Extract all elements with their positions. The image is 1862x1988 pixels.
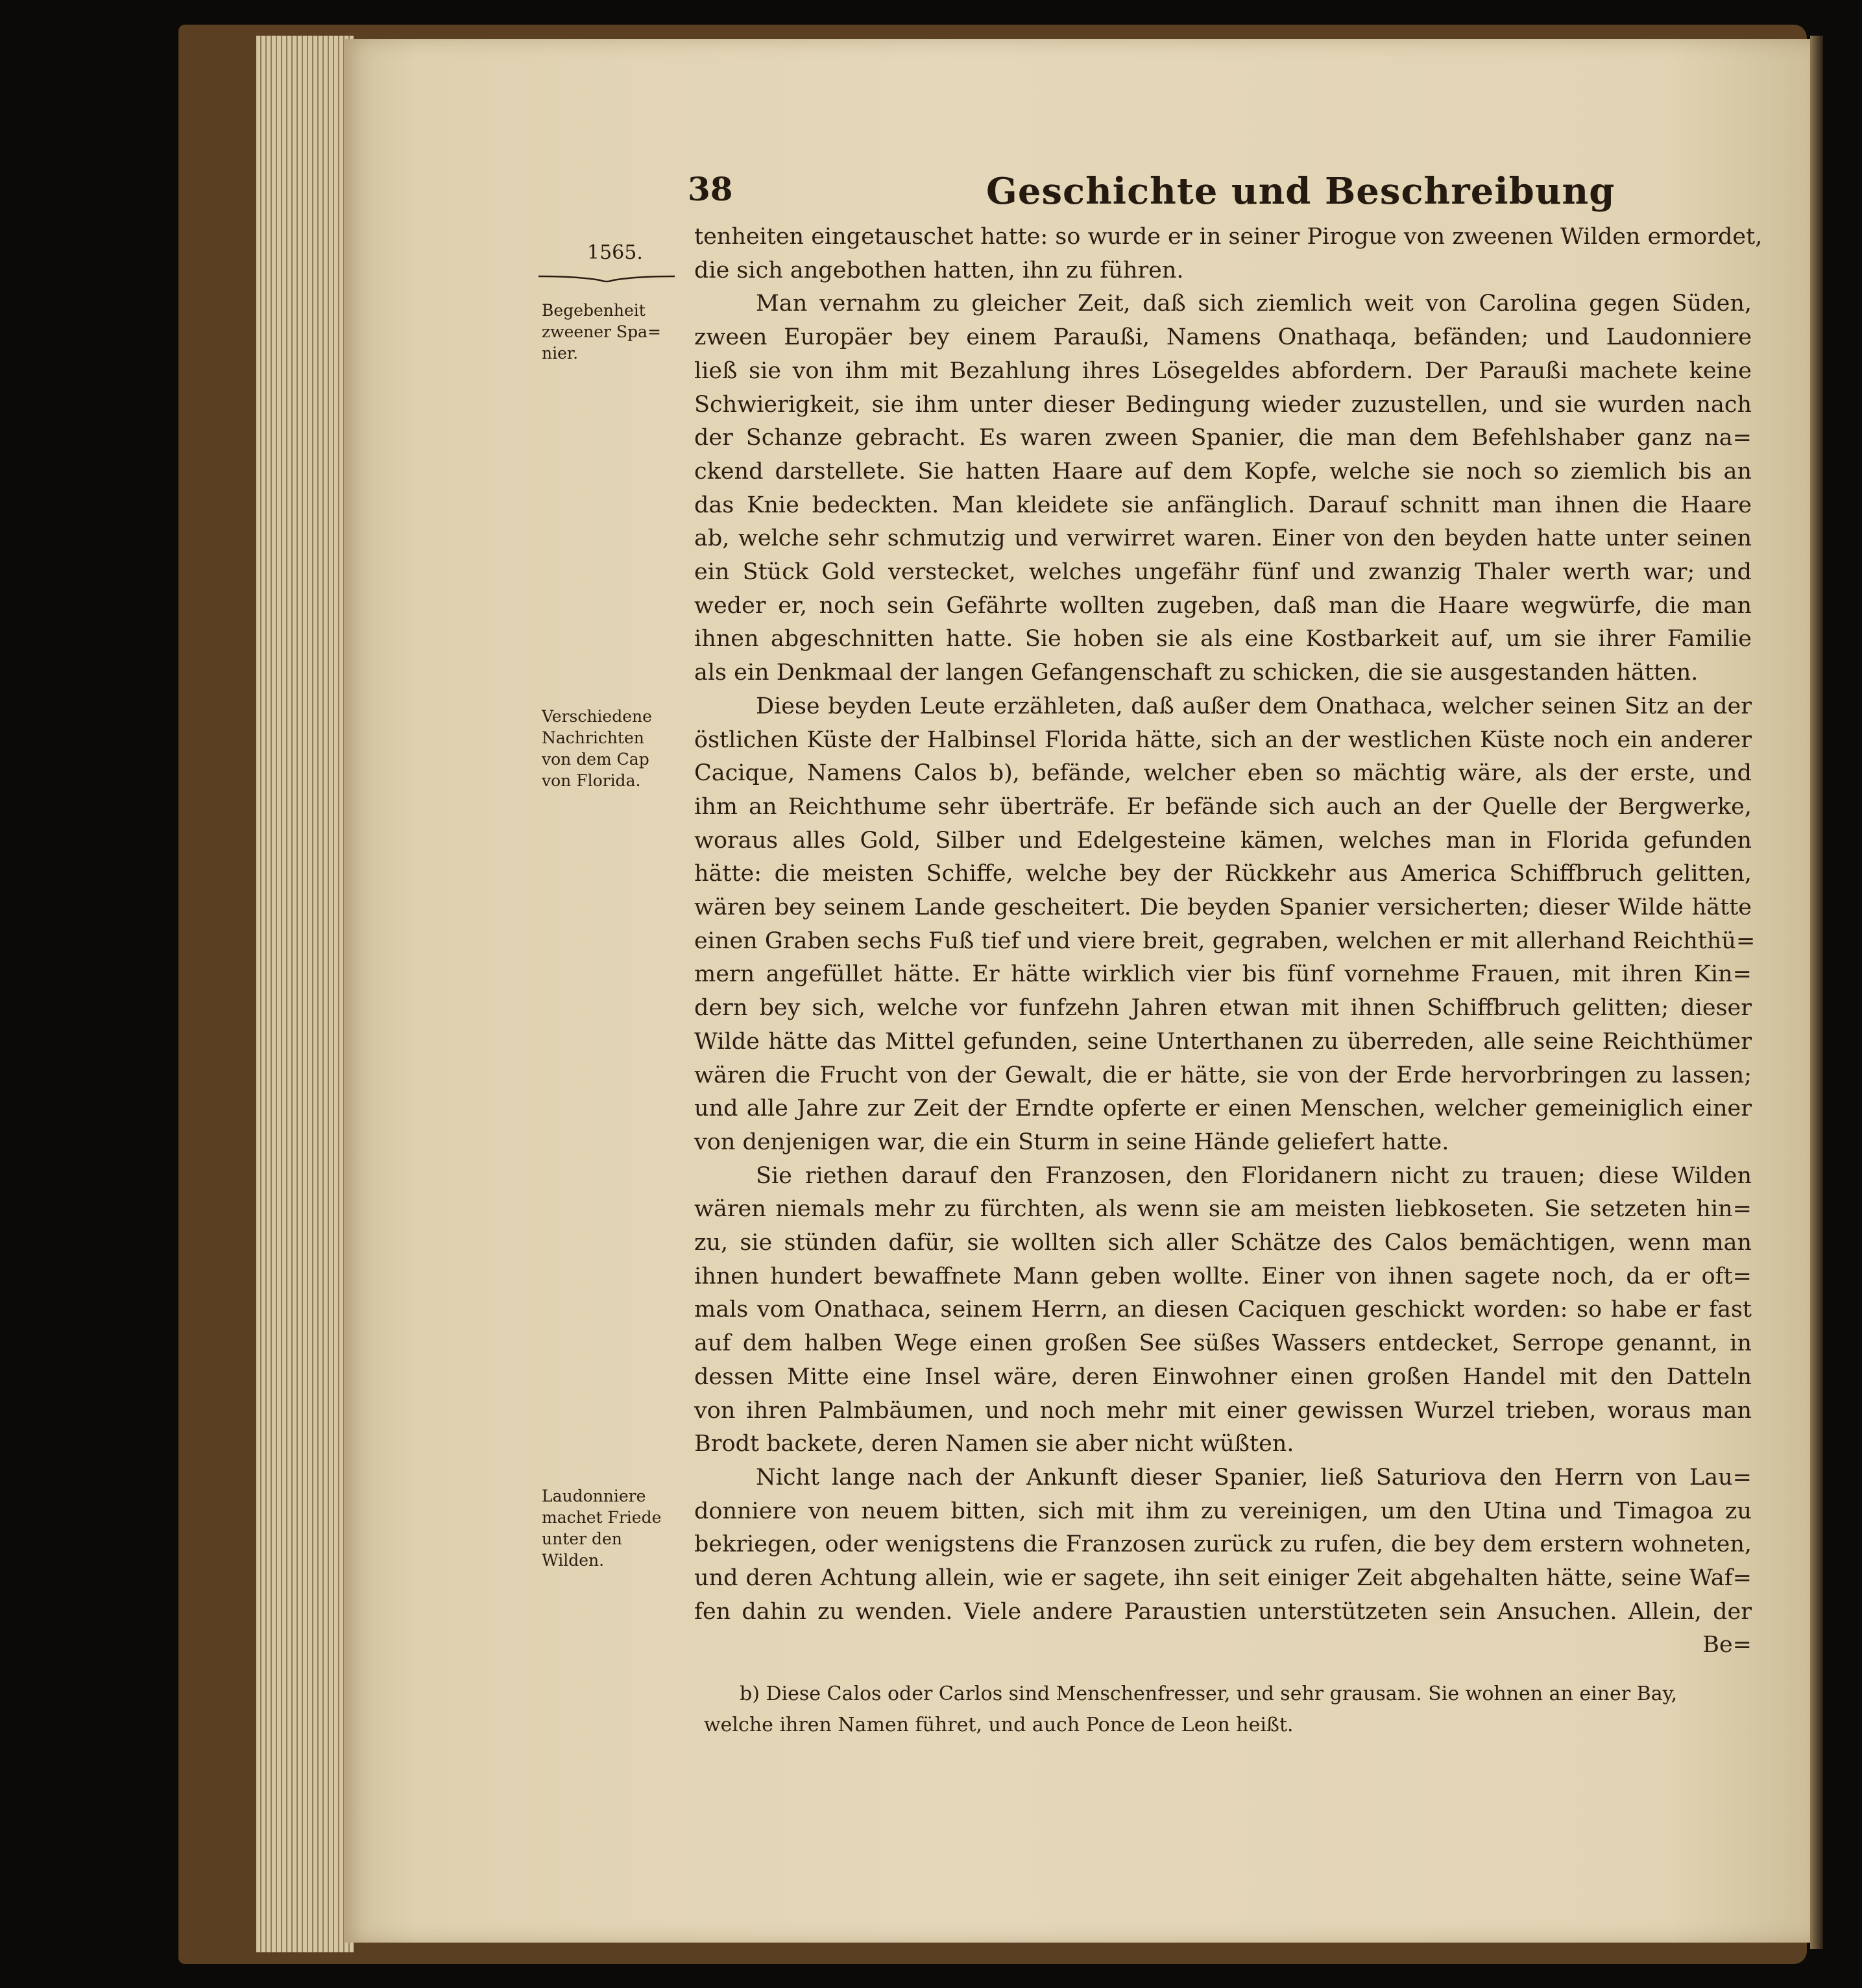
margin-note-line: Nachrichten [542, 728, 644, 747]
body-line: Wilde hätte das Mittel gefunden, seine Unterthanen zu überreden, alle seine Reichthümer [694, 1028, 1752, 1055]
body-line: von denjenigen war, die ein Sturm in seine Hände geliefert hatte. [694, 1129, 1449, 1155]
page-edges [256, 36, 354, 1952]
body-line: zween Europäer bey einem Paraußi, Namens Onathaqa, befänden; und Laudonniere [694, 324, 1752, 351]
footnote-line: welche ihren Namen führet, und auch Ponce de Leon heißt. [704, 1714, 1294, 1736]
body-line: dessen Mitte eine Insel wäre, deren Einwohner einen großen Handel mit den Datteln [694, 1363, 1752, 1390]
margin-note-spanier [542, 300, 694, 364]
body-line: dern bey sich, welche vor funfzehn Jahren etwan mit ihnen Schiffbruch gelitten; dieser [694, 995, 1752, 1022]
page-number: 38 [688, 170, 733, 208]
margin-note-line: nier. [542, 344, 579, 363]
body-line: Brodt backete, deren Namen sie aber nicht wüßten. [694, 1431, 1294, 1457]
body-line: auf dem halben Wege einen großen See süßes Wassers entdecket, Serrope genannt, in [694, 1330, 1752, 1357]
margin-brace-rule [538, 271, 675, 284]
body-line: mals vom Onathaca, seinem Herrn, an diesen Caciquen geschickt worden: so habe er fast [694, 1297, 1752, 1323]
body-line: Nicht lange nach der Ankunft dieser Spanier, ließ Saturiova den Herrn von Lau= [756, 1464, 1752, 1491]
body-line: zu, sie stünden dafür, sie wollten sich aller Schätze des Calos bemächtigen, wenn man [694, 1230, 1752, 1256]
footnote-line: b) Diese Calos oder Carlos sind Menschenfresser, und sehr grausam. Sie wohnen an einer Bay, [740, 1683, 1678, 1705]
body-line: und alle Jahre zur Zeit der Erndte opferte er einen Menschen, welcher gemeiniglich einer [694, 1096, 1752, 1122]
body-line: wären niemals mehr zu fürchten, als wenn sie am meisten liebkoseten. Sie setzeten hin= [694, 1196, 1752, 1223]
body-line: ihnen hundert bewaffnete Mann geben wollte. Einer von ihnen sagete noch, da er oft= [694, 1263, 1752, 1289]
body-line: Diese beyden Leute erzähleten, daß außer dem Onathaca, welcher seinen Sitz an der [756, 693, 1752, 719]
body-line: und deren Achtung allein, wie er sagete, ihn seit einiger Zeit abgehalten hätte, seine Waf= [694, 1565, 1752, 1591]
body-line: ab, welche sehr schmutzig und verwirret waren. Einer von den beyden hatte unter seinen [694, 525, 1752, 552]
margin-note-line: Begebenheit [542, 301, 646, 320]
body-line: wären die Frucht von der Gewalt, die er hätte, sie von der Erde hervorbringen zu lassen; [694, 1062, 1752, 1088]
body-line: fen dahin zu wenden. Viele andere Paraustien unterstützeten sein Ansuchen. Allein, der [694, 1598, 1752, 1625]
margin-note-line: unter den [542, 1529, 622, 1548]
body-line: bekriegen, oder wenigstens die Franzosen zurück zu rufen, die bey dem erstern wohneten, [694, 1531, 1752, 1558]
margin-year: 1565. [587, 241, 643, 264]
body-line: weder er, noch sein Gefährte wollten zugeben, daß man die Haare wegwürfe, die man [694, 592, 1752, 619]
margin-note-florida [542, 706, 694, 791]
margin-note-line: von Florida. [542, 771, 641, 790]
body-line: woraus alles Gold, Silber und Edelgesteine kämen, welches man in Florida gefunden [694, 827, 1752, 854]
body-line: ihnen abgeschnitten hatte. Sie hoben sie als eine Kostbarkeit auf, um sie ihrer Familie [694, 626, 1752, 653]
margin-note-friede [542, 1485, 694, 1571]
body-line: die sich angebothen hatten, ihn zu führen. [694, 257, 1184, 283]
body-line: einen Graben sechs Fuß tief und viere breit, gegraben, welchen er mit allerhand Reichthü= [694, 928, 1756, 954]
body-line: tenheiten eingetauschet hatte: so wurde er in seiner Pirogue von zweenen Wilden ermordet, [694, 224, 1763, 250]
body-line: Be= [1702, 1632, 1752, 1659]
body-line: donniere von neuem bitten, sich mit ihm zu vereinigen, um den Utina und Timagoa zu [694, 1498, 1752, 1524]
margin-note-line: Laudonniere [542, 1487, 646, 1505]
body-line: Cacique, Namens Calos b), befände, welcher eben so mächtig wäre, als der erste, und [694, 760, 1752, 787]
body-line: mern angefüllet hätte. Er hätte wirklich vier bis fünf vornehme Frauen, mit ihren Kin= [694, 961, 1752, 988]
body-line: Schwierigkeit, sie ihm unter dieser Bedingung wieder zuzustellen, und sie wurden nach [694, 391, 1752, 418]
body-line: ließ sie von ihm mit Bezahlung ihres Lösegeldes abfordern. Der Paraußi machete keine [694, 357, 1752, 384]
margin-note-line: zweener Spa= [542, 322, 661, 341]
body-line: Man vernahm zu gleicher Zeit, daß sich ziemlich weit von Carolina gegen Süden, [756, 291, 1752, 317]
body-line: als ein Denkmaal der langen Gefangenschaft zu schicken, die sie ausgestanden hätten. [694, 660, 1699, 686]
body-line: von ihren Palmbäumen, und noch mehr mit einer gewissen Wurzel trieben, woraus man [694, 1397, 1752, 1424]
body-line: der Schanze gebracht. Es waren zween Spanier, die man dem Befehlshaber ganz na= [694, 425, 1752, 451]
body-line: ein Stück Gold verstecket, welches ungefähr fünf und zwanzig Thaler werth war; und [694, 559, 1752, 585]
body-line: das Knie bedeckten. Man kleidete sie anfänglich. Darauf schnitt man ihnen die Haare [694, 492, 1752, 518]
margin-note-line: machet Friede [542, 1508, 662, 1527]
margin-note-line: Verschiedene [542, 707, 652, 726]
body-line: ihm an Reichthume sehr überträfe. Er befände sich auch an der Quelle der Bergwerke, [694, 793, 1752, 820]
gutter-shadow [1810, 36, 1823, 1949]
body-line: Sie riethen darauf den Franzosen, den Floridanern nicht zu trauen; diese Wilden [756, 1162, 1752, 1189]
margin-note-line: Wilden. [542, 1551, 605, 1570]
body-line: ckend darstellete. Sie hatten Haare auf dem Kopfe, welche sie noch so ziemlich bis an [694, 458, 1752, 485]
running-head: Geschichte und Beschreibung [986, 170, 1615, 213]
body-line: hätte: die meisten Schiffe, welche bey der Rückkehr aus America Schiffbruch gelitten, [694, 861, 1752, 887]
margin-note-line: von dem Cap [542, 750, 649, 769]
body-line: wären bey seinem Lande gescheitert. Die beyden Spanier versicherten; dieser Wilde hätte [694, 894, 1752, 920]
body-line: östlichen Küste der Halbinsel Florida hätte, sich an der westlichen Küste noch ein anderer [694, 726, 1752, 753]
